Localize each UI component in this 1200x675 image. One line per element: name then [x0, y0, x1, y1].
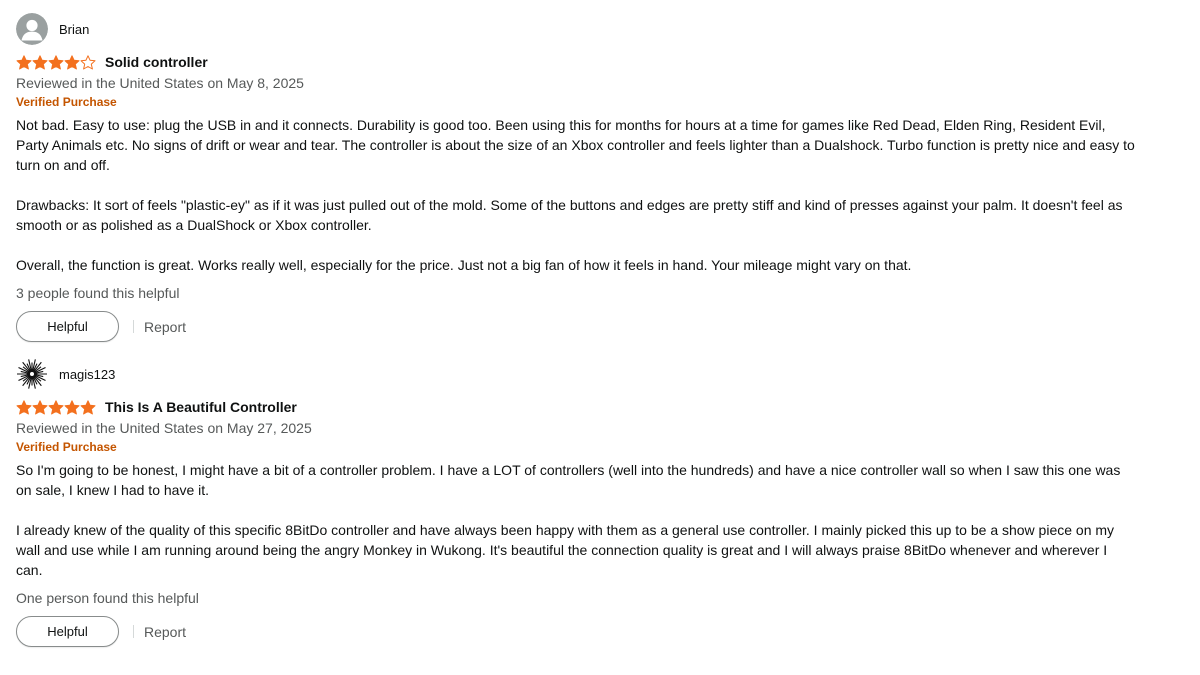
review-actions: [16, 311, 1136, 342]
action-divider: [133, 320, 134, 333]
review-title[interactable]: Solid controller: [105, 54, 208, 70]
review-paragraph: Not bad. Easy to use: plug the USB in and it connects. Durability is good too. Been using this for months for hours at a time for games like Red Dead, Elden Ring, Resident Evil, Party Animals etc. No signs of drift or wear and tear. The controller is about the size of an Xbox controller and feels lighter than a Dualshock. Turbo function is pretty nice and easy to turn on and off.: [16, 117, 1135, 173]
verified-purchase-badge[interactable]: Verified Purchase: [16, 440, 117, 454]
default-user-icon: [16, 13, 48, 45]
rating-line: [16, 52, 1136, 72]
star-filled-icon: [64, 55, 80, 70]
star-rating[interactable]: [16, 400, 96, 415]
reviewer-name[interactable]: magis123: [59, 366, 116, 382]
review-date: Reviewed in the United States on May 27, 2025: [16, 420, 312, 436]
star-filled-icon: [32, 55, 48, 70]
reviewer-profile[interactable]: [16, 12, 1136, 46]
star-filled-icon: [32, 400, 48, 415]
review-paragraph: I already knew of the quality of this specific 8BitDo controller and have always been happy with them as a general use controller. I mainly picked this up to be a show piece on my wall and use while I am running around being the angry Monkey in Wukong. It's beautiful the connection quality is great and I will always praise 8BitDo whenever and wherever I can.: [16, 522, 1115, 578]
review-title[interactable]: This Is A Beautiful Controller: [105, 399, 297, 415]
helpful-count: One person found this helpful: [16, 590, 199, 606]
review-card: [16, 12, 1136, 342]
star-filled-icon: [64, 400, 80, 415]
star-filled-icon: [80, 400, 96, 415]
star-filled-icon: [16, 400, 32, 415]
reviews-list: [16, 12, 1136, 647]
star-empty-icon: [80, 55, 96, 70]
star-filled-icon: [48, 400, 64, 415]
helpful-button[interactable]: Helpful: [16, 311, 119, 342]
helpful-button[interactable]: Helpful: [16, 616, 119, 647]
review-card: [16, 357, 1136, 647]
star-rating[interactable]: [16, 55, 96, 70]
review-paragraph: Drawbacks: It sort of feels "plastic-ey" as if it was just pulled out of the mold. Some of the buttons and edges are pretty stiff and kind of presses against your palm. It doesn't feel as smooth or as polished as a DualShock or Xbox controller.: [16, 197, 1123, 233]
review-actions: [16, 616, 1136, 647]
action-divider: [133, 625, 134, 638]
star-filled-icon: [16, 55, 32, 70]
review-body: [16, 115, 1136, 275]
review-paragraph: So I'm going to be honest, I might have a bit of a controller problem. I have a LOT of controllers (well into the hundreds) and have a nice controller wall so when I saw this one was on sale, I knew I had to have it.: [16, 462, 1121, 498]
sunburst-avatar-icon: [16, 358, 48, 390]
reviewer-name[interactable]: Brian: [59, 21, 90, 37]
reviewer-profile[interactable]: [16, 357, 1136, 391]
verified-purchase-badge[interactable]: Verified Purchase: [16, 95, 117, 109]
report-link[interactable]: Report: [144, 318, 187, 335]
review-paragraph: Overall, the function is great. Works really well, especially for the price. Just not a big fan of how it feels in hand. Your mileage might vary on that.: [16, 257, 912, 273]
star-filled-icon: [48, 55, 64, 70]
review-date: Reviewed in the United States on May 8, 2025: [16, 75, 304, 91]
helpful-count: 3 people found this helpful: [16, 285, 180, 301]
report-link[interactable]: Report: [144, 623, 187, 640]
rating-line: [16, 397, 1136, 417]
review-body: [16, 460, 1136, 580]
